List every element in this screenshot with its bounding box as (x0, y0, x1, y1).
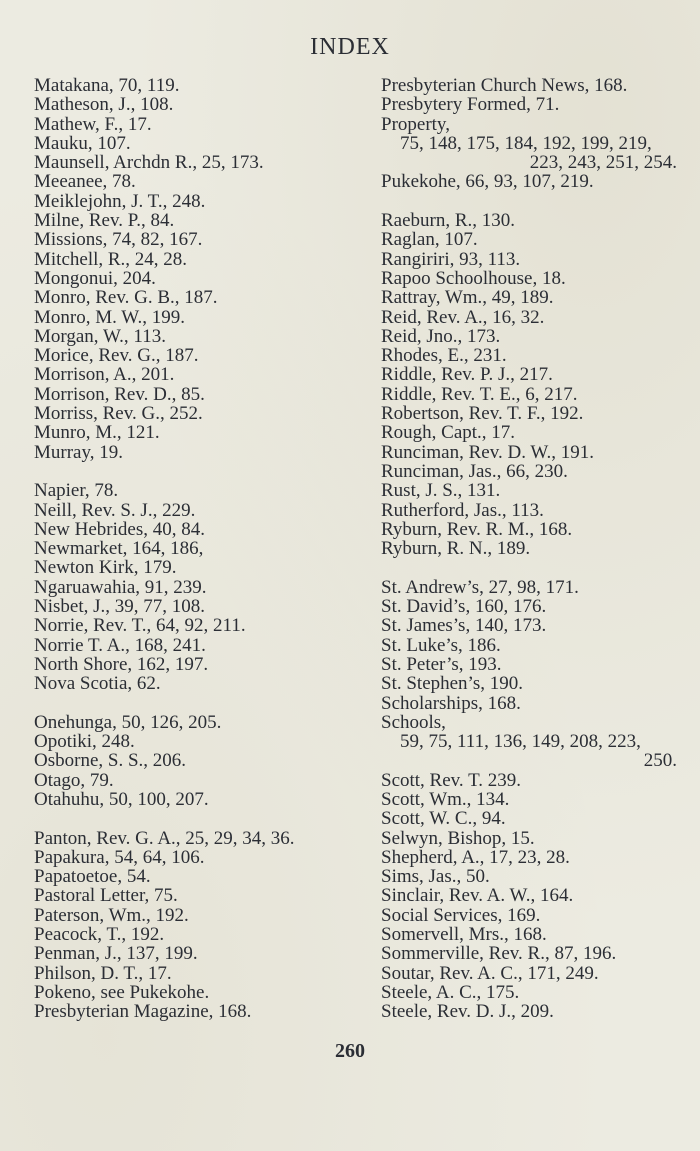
index-entry: St. James’s, 140, 173. (381, 615, 547, 637)
section-spacer (34, 462, 354, 481)
index-entry: Somervell, Mrs., 168. (381, 924, 547, 946)
index-entry: Presbyterian Magazine, 168. (34, 1001, 252, 1023)
index-entry: Meiklejohn, J. T., 248. (34, 190, 206, 212)
index-entry: Scott, Rev. T. 239. (381, 769, 522, 791)
index-entry: Sinclair, Rev. A. W., 164. (381, 885, 574, 907)
index-entry: Otahuhu, 50, 100, 207. (34, 788, 209, 810)
section-spacer (34, 694, 354, 713)
index-entry: Monro, Rev. G. B., 187. (34, 287, 218, 309)
index-entry: Presbyterian Church News, 168. (381, 75, 628, 96)
index-entry: Steele, Rev. D. J., 209. (381, 1001, 554, 1023)
index-entry: Norrie, Rev. T., 64, 92, 211. (34, 615, 246, 637)
index-entry: Scott, W. C., 94. (381, 808, 506, 830)
index-entry: Rust, J. S., 131. (381, 480, 501, 502)
index-entry-continuation: 250. (643, 750, 677, 772)
index-entry: Social Services, 169. (381, 904, 541, 926)
index-entry: St. Luke’s, 186. (381, 634, 501, 656)
index-entry: Rapoo Schoolhouse, 18. (381, 267, 566, 289)
index-entry: Scholarships, 168. (381, 692, 521, 714)
index-entry: North Shore, 162, 197. (34, 653, 209, 675)
index-entry: Property, (381, 113, 450, 135)
index-entry: Nisbet, J., 39, 77, 108. (34, 596, 205, 618)
index-entry-continuation: 223, 243, 251, 254. (529, 152, 677, 174)
index-entry: Mongonui, 204. (34, 267, 156, 289)
right-index-column (381, 76, 681, 1022)
index-entry-continuation: 59, 75, 111, 136, 149, 208, 223, (400, 731, 641, 753)
section-spacer (34, 809, 354, 828)
index-entry: Penman, J., 137, 199. (34, 943, 198, 965)
index-entry: Schools, (381, 711, 446, 733)
index-entry: Murray, 19. (34, 441, 123, 463)
index-entry: Mitchell, R., 24, 28. (34, 248, 188, 270)
index-entry: Runciman, Rev. D. W., 191. (381, 441, 595, 463)
index-entry: Reid, Jno., 173. (381, 325, 501, 347)
index-entry: Runciman, Jas., 66, 230. (381, 460, 568, 482)
index-entry-continuation: 75, 148, 175, 184, 192, 199, 219, (400, 132, 652, 154)
index-entry: St. Stephen’s, 190. (381, 673, 523, 695)
index-entry: Monro, M. W., 199. (34, 306, 185, 328)
index-entry: Matheson, J., 108. (34, 94, 174, 116)
index-entry: Raglan, 107. (381, 229, 478, 251)
index-entry: Riddle, Rev. P. J., 217. (381, 364, 553, 386)
index-entry: Opotiki, 248. (34, 731, 135, 753)
index-entry: Riddle, Rev. T. E., 6, 217. (381, 383, 578, 405)
index-entry: Ryburn, R. N., 189. (381, 538, 531, 560)
index-entry: Rangiriri, 93, 113. (381, 248, 521, 270)
index-entry: Maunsell, Archdn R., 25, 173. (34, 152, 264, 174)
index-entry: Morriss, Rev. G., 252. (34, 403, 203, 425)
index-entry: Meeanee, 78. (34, 171, 136, 193)
index-entry: New Hebrides, 40, 84. (34, 518, 205, 540)
index-entry: Rutherford, Jas., 113. (381, 499, 544, 521)
index-entry: Morice, Rev. G., 187. (34, 345, 199, 367)
index-entry: Scott, Wm., 134. (381, 788, 510, 810)
index-entry: Reid, Rev. A., 16, 32. (381, 306, 545, 328)
index-entry: Mauku, 107. (34, 132, 131, 154)
index-entry: Newmarket, 164, 186, (34, 538, 204, 560)
left-index-column (34, 76, 354, 1022)
index-entry: Morgan, W., 113. (34, 325, 166, 347)
index-entry: Morrison, Rev. D., 85. (34, 383, 205, 405)
index-entry: Munro, M., 121. (34, 422, 160, 444)
index-entry: St. Peter’s, 193. (381, 653, 502, 675)
index-entry: Milne, Rev. P., 84. (34, 210, 175, 232)
index-entry: Panton, Rev. G. A., 25, 29, 34, 36. (34, 827, 295, 849)
index-entry: Papatoetoe, 54. (34, 866, 151, 888)
index-entry: Soutar, Rev. A. C., 171, 249. (381, 962, 599, 984)
index-entry: Pokeno, see Pukekohe. (34, 981, 210, 1003)
page-number: 260 (335, 1040, 365, 1062)
index-entry: Philson, D. T., 17. (34, 962, 172, 984)
index-entry: Steele, A. C., 175. (381, 981, 520, 1003)
index-entry: Sims, Jas., 50. (381, 866, 490, 888)
index-entry: Pukekohe, 66, 93, 107, 219. (381, 171, 594, 193)
section-spacer (381, 558, 681, 577)
index-entry: Osborne, S. S., 206. (34, 750, 187, 772)
index-entry: Shepherd, A., 17, 23, 28. (381, 846, 570, 868)
index-entry: Rough, Capt., 17. (381, 422, 516, 444)
index-entry: Morrison, A., 201. (34, 364, 175, 386)
index-entry: Otago, 79. (34, 769, 114, 791)
index-entry: Mathew, F., 17. (34, 113, 152, 135)
index-entry: Newton Kirk, 179. (34, 557, 177, 579)
index-entry: St. Andrew’s, 27, 98, 171. (381, 576, 579, 598)
index-entry: Pastoral Letter, 75. (34, 885, 178, 907)
index-entry: Selwyn, Bishop, 15. (381, 827, 535, 849)
index-entry: Norrie T. A., 168, 241. (34, 634, 206, 656)
index-entry: Onehunga, 50, 126, 205. (34, 711, 222, 733)
index-entry: Neill, Rev. S. J., 229. (34, 499, 196, 521)
page-title: INDEX (310, 34, 390, 60)
index-entry: Ngaruawahia, 91, 239. (34, 576, 207, 598)
index-entry: St. David’s, 160, 176. (381, 596, 547, 618)
index-entry: Papakura, 54, 64, 106. (34, 846, 205, 868)
index-entry: Rattray, Wm., 49, 189. (381, 287, 554, 309)
index-entry: Peacock, T., 192. (34, 924, 165, 946)
index-entry: Sommerville, Rev. R., 87, 196. (381, 943, 617, 965)
index-entry: Nova Scotia, 62. (34, 673, 161, 695)
section-spacer (381, 192, 681, 211)
index-entry: Matakana, 70, 119. (34, 75, 180, 96)
index-entry: Raeburn, R., 130. (381, 210, 516, 232)
index-entry: Presbytery Formed, 71. (381, 94, 560, 116)
index-entry: Ryburn, Rev. R. M., 168. (381, 518, 573, 540)
index-entry: Rhodes, E., 231. (381, 345, 507, 367)
index-entry: Paterson, Wm., 192. (34, 904, 189, 926)
index-entry: Napier, 78. (34, 480, 119, 502)
index-entry: Missions, 74, 82, 167. (34, 229, 203, 251)
index-entry: Robertson, Rev. T. F., 192. (381, 403, 584, 425)
